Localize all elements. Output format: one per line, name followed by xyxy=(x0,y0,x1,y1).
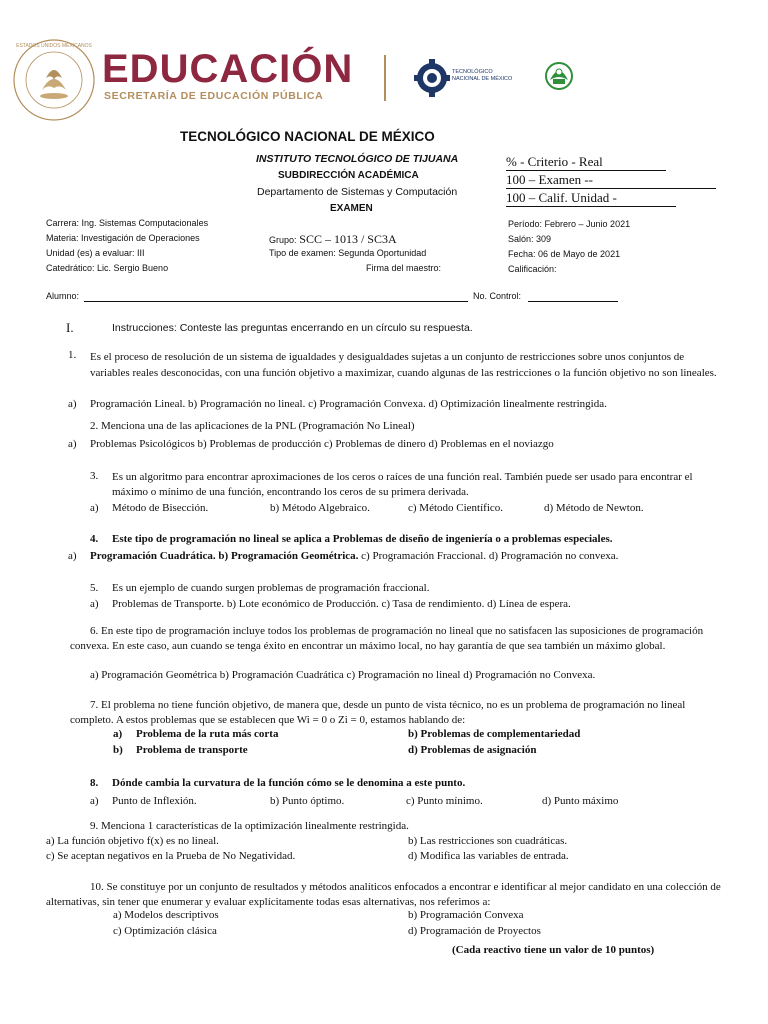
q1-option-letter[interactable]: a) xyxy=(68,398,77,410)
department-name: Departamento de Sistemas y Computación xyxy=(257,186,458,198)
q8-text: Dónde cambia la curvatura de la función cómo se le denomina a este punto. xyxy=(112,777,466,789)
instructions-text: Instrucciones: Conteste las preguntas encerrando en un círculo su respuesta. xyxy=(112,322,473,334)
q7-option-a[interactable]: Problema de la ruta más corta xyxy=(136,728,279,740)
q3-option-a-letter[interactable]: a) xyxy=(90,502,99,514)
q5-option-letter[interactable]: a) xyxy=(90,598,99,610)
q3-option-b[interactable]: b) Método Algebraico. xyxy=(270,502,370,514)
q1-options[interactable]: Programación Lineal. b) Programación no lineal. c) Programación Convexa. d) Optimización linealmente restringida. xyxy=(90,398,607,410)
q6-text: 6. En este tipo de programación incluye todos los problemas de programación no lineal que no satisfacen las suposiciones de programación convexa. En este caso, aun cuando se tenga éxito en encontrar un máximo local, no hay garantía de que sea también un máximo global. xyxy=(70,625,704,652)
q6-options[interactable]: a) Programación Geométrica b) Programación Cuadrática c) Programación no lineal d) Programación no Convexa. xyxy=(90,669,596,681)
q2-text: 2. Menciona una de las aplicaciones de la PNL (Programación No Lineal) xyxy=(90,420,415,432)
grupo-field xyxy=(269,232,397,247)
q9-option-b[interactable]: b) Las restricciones son cuadráticas. xyxy=(408,835,568,847)
q5-options[interactable]: Problemas de Transporte. b) Lote económico de Producción. c) Tasa de rendimiento. d) Línea de espera. xyxy=(112,598,571,610)
criteria-unit-row: 100 – Calif. Unidad - xyxy=(506,190,676,207)
control-input-line[interactable] xyxy=(528,301,618,302)
control-label: No. Control: xyxy=(473,291,522,301)
mexico-seal-icon xyxy=(12,38,96,122)
q4-options-rest[interactable]: c) Programación Fraccional. d) Programación no convexa. xyxy=(358,550,619,562)
campus-name: INSTITUTO TECNOLÓGICO DE TIJUANA xyxy=(256,153,459,165)
periodo-field: Período: Febrero – Junio 2021 xyxy=(508,219,631,229)
q3-text: Es un algoritmo para encontrar aproximaciones de los ceros o raíces de una función real. También puede ser usado para encontrar el máximo o mínimo de una función, encontrando los ceros de su primera derivada. xyxy=(112,471,693,498)
grupo-value: SCC – 1013 / SC3A xyxy=(299,232,397,246)
q10-option-a[interactable]: a) Modelos descriptivos xyxy=(113,909,219,921)
carrera-field: Carrera: Ing. Sistemas Computacionales xyxy=(46,218,209,228)
q1-text: Es el proceso de resolución de un sistema de igualdades y desigualdades sujetas a un conjunto de restricciones sobre unos conjuntos de variables reales desconocidas, con una función objetivo a maximizar, cuando algunas de las restricciones o la función objetivo no son lineales. xyxy=(90,351,717,379)
brand-title: EDUCACIÓN xyxy=(102,47,354,91)
tecnm-gear-logo-icon xyxy=(414,56,452,100)
materia-field: Materia: Investigación de Operaciones xyxy=(46,233,200,243)
seal-text: ESTADOS UNIDOS MEXICANOS xyxy=(16,43,92,49)
catedratico-field: Catedrático: Lic. Sergio Bueno xyxy=(46,263,169,273)
q7-option-b[interactable]: Problema de transporte xyxy=(136,744,248,756)
q9-option-c[interactable]: c) Se aceptan negativos en la Prueba de No Negatividad. xyxy=(46,850,296,862)
fecha-field: Fecha: 06 de Mayo de 2021 xyxy=(508,249,621,259)
q8-option-b[interactable]: b) Punto óptimo. xyxy=(270,795,345,807)
q8-option-a-letter[interactable]: a) xyxy=(90,795,99,807)
grupo-label: Grupo: xyxy=(269,235,297,245)
q8-option-d[interactable]: d) Punto máximo xyxy=(542,795,619,807)
tecnm-logo-line-1: TECNOLÓGICO xyxy=(452,69,493,75)
q2-option-letter[interactable]: a) xyxy=(68,438,77,450)
q4-number: 4. xyxy=(90,533,99,545)
salon-field: Salón: 309 xyxy=(508,234,552,244)
q3-number: 3. xyxy=(90,470,99,482)
q10-option-b[interactable]: b) Programación Convexa xyxy=(408,909,524,921)
q5-number: 5. xyxy=(90,582,99,594)
q7-option-d[interactable]: d) Problemas de asignación xyxy=(408,744,537,756)
q4-option-letter[interactable]: a) xyxy=(68,550,77,562)
header-divider xyxy=(384,55,386,101)
q9-text: 9. Menciona 1 características de la optimización linealmente restringida. xyxy=(90,820,409,832)
section-numeral: I. xyxy=(66,320,74,335)
points-note: (Cada reactivo tiene un valor de 10 puntos) xyxy=(452,944,655,956)
ittijuana-logo-icon xyxy=(538,58,580,94)
firma-field: Firma del maestro: xyxy=(366,263,442,273)
q7-option-a-letter[interactable]: a) xyxy=(113,728,123,740)
tecnm-logo-text xyxy=(452,69,512,82)
q3-option-a[interactable]: Método de Bisección. xyxy=(112,502,209,514)
q9-option-d[interactable]: d) Modifica las variables de entrada. xyxy=(408,850,569,862)
q4-options-bold[interactable]: Programación Cuadrática. b) Programación Geométrica. xyxy=(90,550,359,562)
alumno-input-line[interactable] xyxy=(84,301,468,302)
q7-option-c[interactable]: b) Problemas de complementariedad xyxy=(408,728,581,740)
q8-option-c[interactable]: c) Punto mínimo. xyxy=(406,795,483,807)
q9-option-a[interactable]: a) La función objetivo f(x) es no lineal. xyxy=(46,835,219,847)
q10-option-c[interactable]: c) Optimización clásica xyxy=(113,925,217,937)
q4-options[interactable] xyxy=(90,550,618,562)
institution-title: TECNOLÓGICO NACIONAL DE MÉXICO xyxy=(180,129,435,144)
q7-text: 7. El problema no tiene función objetivo, de manera que, desde un punto de vista técnico, no es un problema de programación no lineal completo. A estos problemas que se establecen que Wi = 0 o Zi = 0, estamos hablando de: xyxy=(70,699,686,726)
q7-option-b-letter[interactable]: b) xyxy=(113,744,123,756)
brand-subtitle: SECRETARÍA DE EDUCACIÓN PÚBLICA xyxy=(104,90,324,102)
q1-number: 1. xyxy=(68,349,77,361)
q3-option-d[interactable]: d) Método de Newton. xyxy=(544,502,644,514)
q10-text: 10. Se constituye por un conjunto de resultados y métodos analíticos enfocados a encontrar e identificar al mejor candidato en una colección de alternativas, sin tener que enumerar y evaluar explícitamente todas esas alternativas, nos referimos a: xyxy=(46,881,721,908)
q4-text: Este tipo de programación no lineal se aplica a Problemas de diseño de ingeniería o a problemas especiales. xyxy=(112,533,613,545)
criteria-header: % - Criterio - Real xyxy=(506,154,666,171)
q8-option-a[interactable]: Punto de Inflexión. xyxy=(112,795,197,807)
q3-option-c[interactable]: c) Método Científico. xyxy=(408,502,504,514)
unidad-field: Unidad (es) a evaluar: III xyxy=(46,248,145,258)
office-name: SUBDIRECCIÓN ACADÉMICA xyxy=(278,170,419,181)
q10-option-d[interactable]: d) Programación de Proyectos xyxy=(408,925,541,937)
q5-text: Es un ejemplo de cuando surgen problemas de programación fraccional. xyxy=(112,582,430,594)
q2-options[interactable]: Problemas Psicológicos b) Problemas de producción c) Problemas de dinero d) Problemas en el noviazgo xyxy=(90,438,554,450)
doc-type: EXAMEN xyxy=(330,203,373,214)
criteria-exam-row: 100 – Examen -- xyxy=(506,172,716,189)
calificacion-field: Calificación: xyxy=(508,264,557,274)
tecnm-logo-line-2: NACIONAL DE MÉXICO xyxy=(452,75,513,82)
q8-number: 8. xyxy=(90,777,99,789)
tipo-examen-field: Tipo de examen: Segunda Oportunidad xyxy=(269,248,427,258)
alumno-label: Alumno: xyxy=(46,291,80,301)
